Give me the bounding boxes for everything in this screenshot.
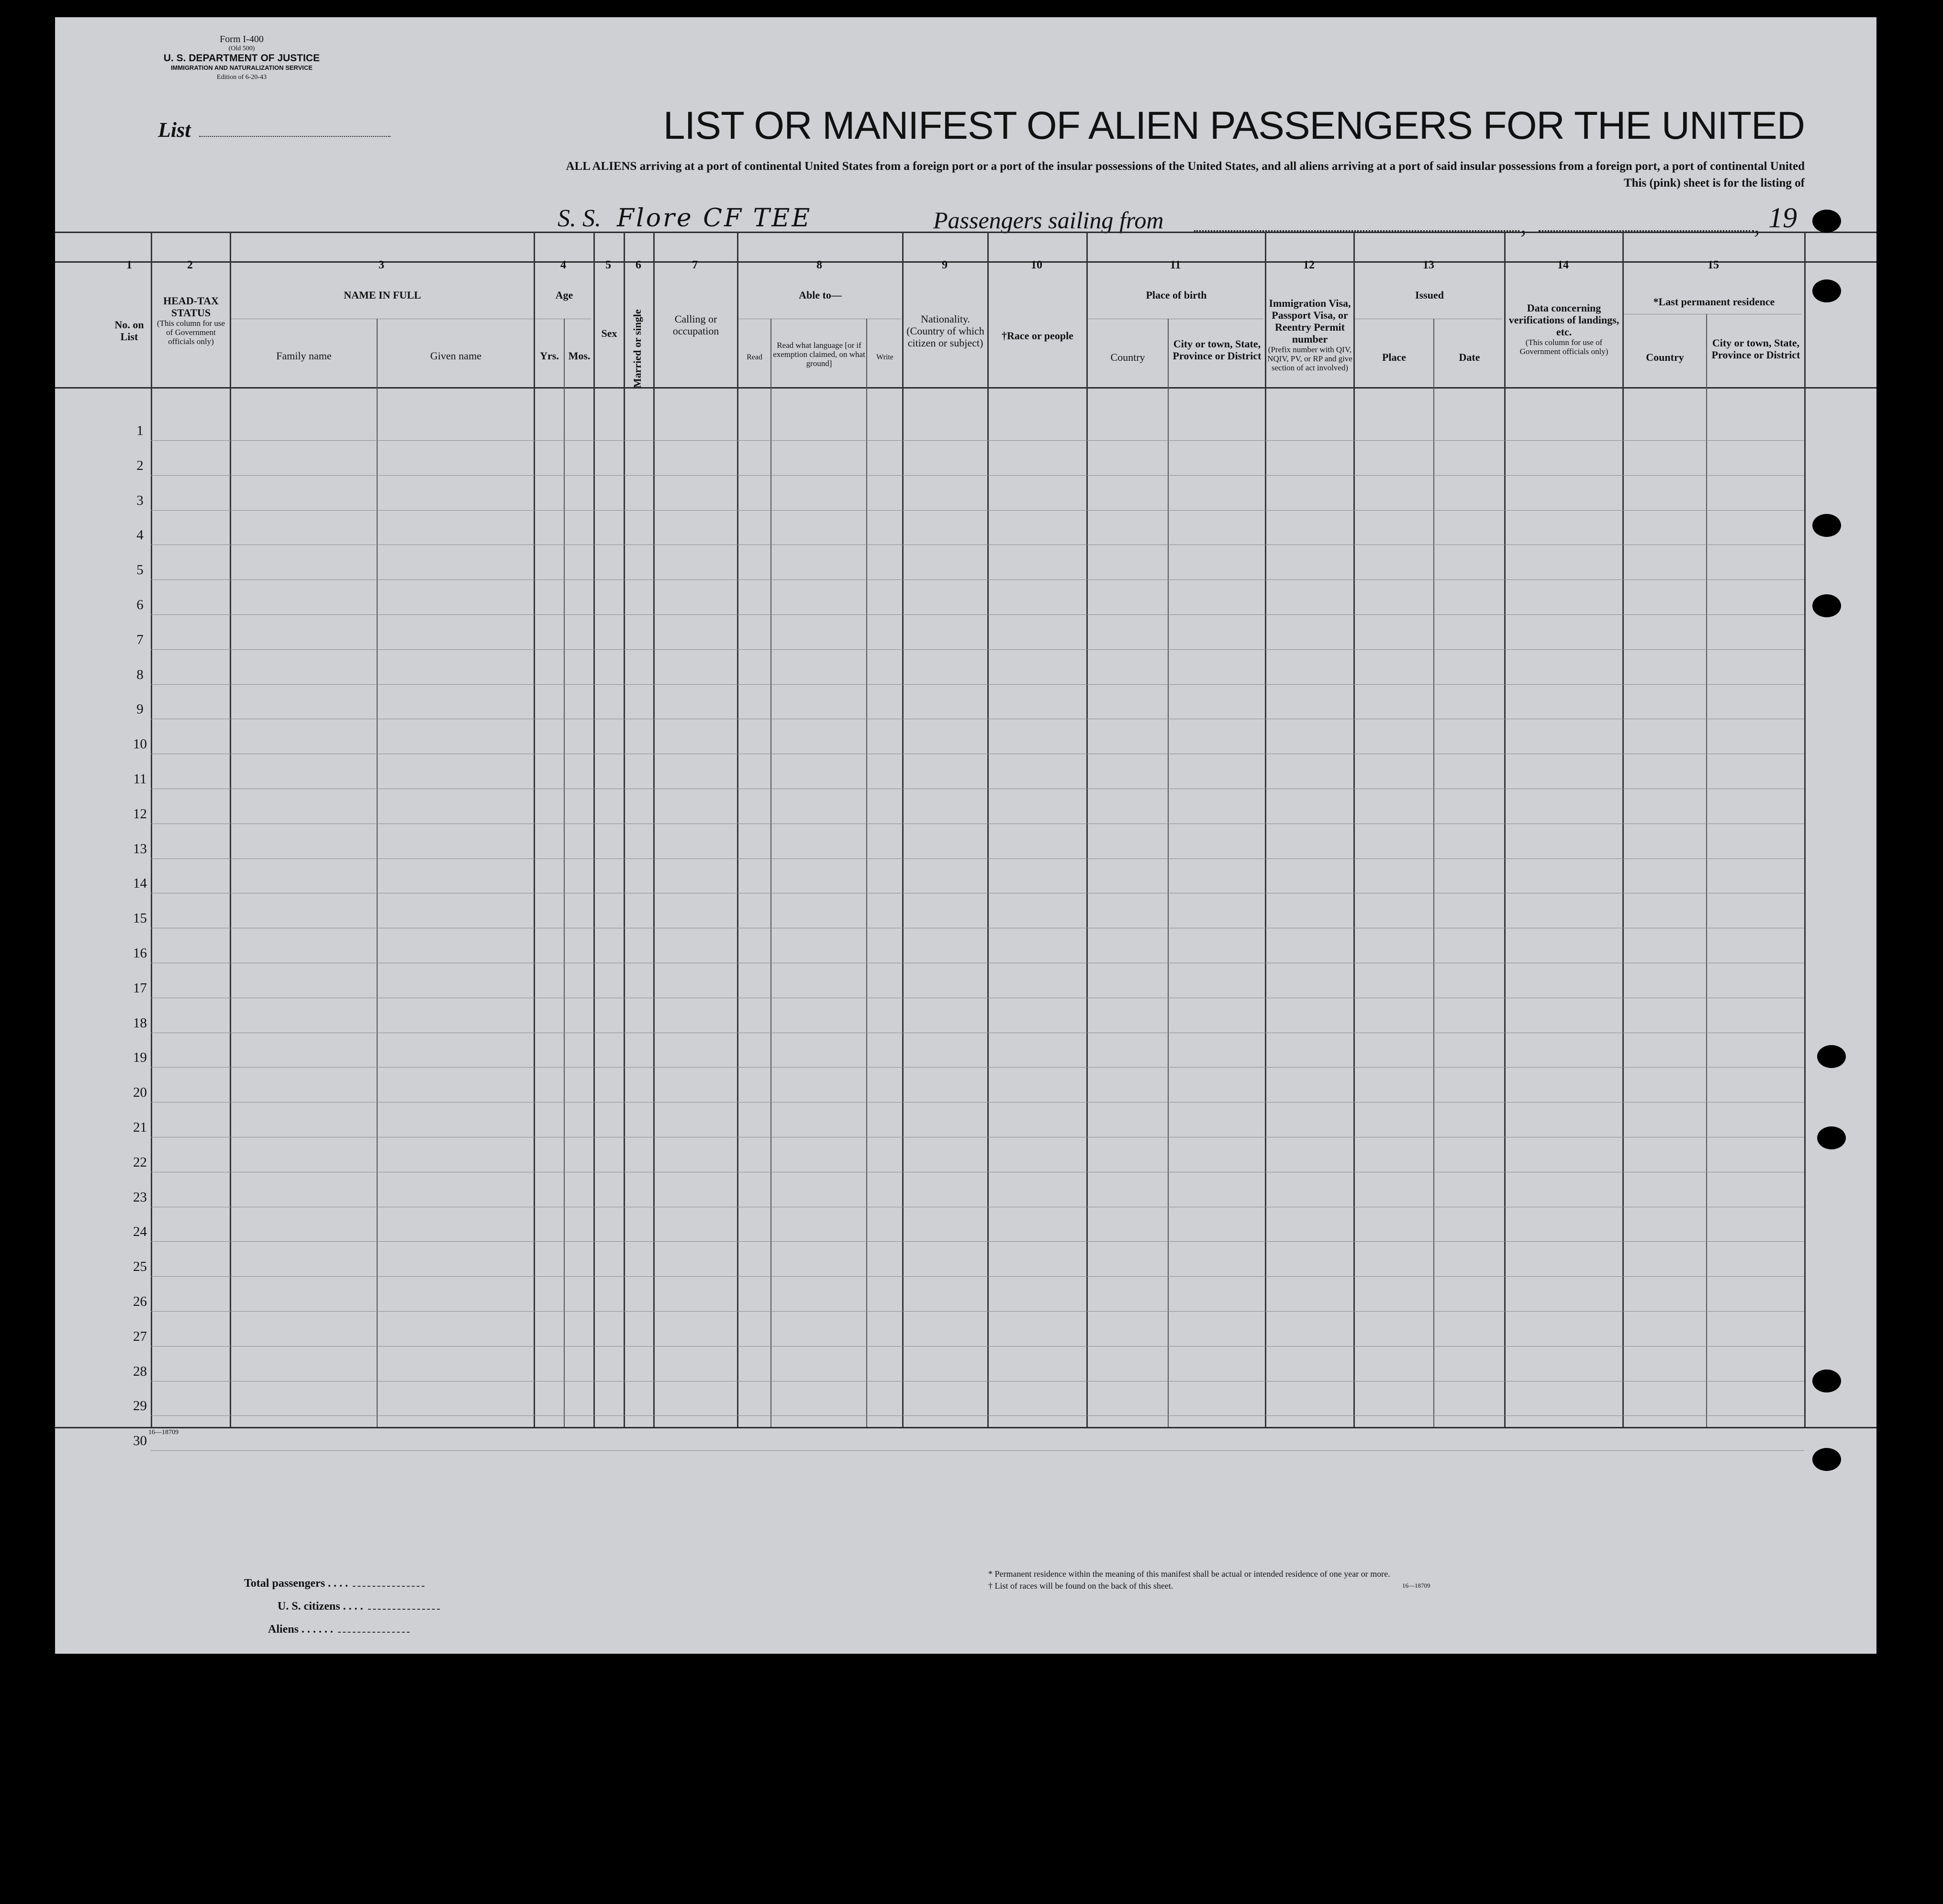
column-number: 13 [1423, 259, 1434, 271]
header-calling: Calling or occupation [672, 313, 719, 337]
ship-name-handwritten[interactable]: Flore CF TEE [617, 204, 812, 233]
header-age: Age [555, 289, 573, 301]
row-number: 9 [136, 701, 144, 717]
row-number: 2 [136, 458, 144, 473]
aliens-blank[interactable] [338, 1632, 410, 1633]
header-head-tax-note: (This column for use of Government officials only) [156, 319, 225, 346]
list-label: List [158, 118, 191, 142]
comma-separator: , [1754, 212, 1760, 238]
row-rule [151, 475, 1804, 476]
row-number: 16 [133, 946, 147, 961]
header-sex: Sex [601, 327, 617, 339]
col-divider [564, 319, 565, 1427]
print-code: 16—18709 [148, 1429, 179, 1436]
header-visa-note: (Prefix number with QIV, NQIV, PV, or RP and give section of act involved) [1267, 345, 1352, 372]
header-bottom-rule [55, 387, 1876, 389]
header-married-single: Married or single [631, 309, 643, 388]
header-nationality: Nationality. (Country of which citizen or subject) [906, 313, 984, 349]
col-divider [653, 232, 655, 1427]
form-edition: Edition of 6-20-43 [216, 74, 267, 81]
punch-hole-icon [1812, 1370, 1841, 1392]
subtitle-line-2: This (pink) sheet is for the listing of [1623, 177, 1805, 189]
row-number: 12 [133, 806, 147, 822]
service-name: IMMIGRATION AND NATURALIZATION SERVICE [170, 64, 313, 71]
column-number: 4 [560, 259, 566, 271]
row-rule [151, 440, 1804, 441]
header-no-on-list: No. on List [114, 319, 144, 343]
ship-prefix: S. S. [558, 205, 601, 232]
punch-hole-icon [1812, 514, 1841, 537]
row-number: 1 [136, 423, 144, 438]
col-divider [230, 232, 231, 1427]
col-divider [902, 232, 904, 1427]
header-given-name: Given name [430, 350, 481, 362]
header-issued-place: Place [1382, 351, 1407, 363]
col-divider [1168, 319, 1169, 1427]
header-visa-label: Immigration Visa, Passport Visa, or Reentry Permit number [1269, 297, 1351, 345]
page-title: LIST OR MANIFEST OF ALIEN PASSENGERS FOR THE UNITED [663, 104, 1805, 147]
row-number: 17 [133, 980, 147, 996]
row-rule [151, 858, 1804, 859]
header-data-concerning-label: Data concerning verifications of landings, etc. [1508, 302, 1619, 338]
row-rule [151, 1311, 1804, 1312]
row-number: 26 [133, 1294, 147, 1309]
column-number: 2 [187, 259, 193, 271]
row-number: 11 [133, 771, 147, 787]
column-number: 15 [1708, 259, 1719, 271]
header-last-residence: *Last permanent residence [1653, 296, 1775, 308]
col-divider [866, 319, 867, 1427]
row-number: 5 [136, 562, 144, 578]
header-pob-city: City or town, State, Province or District [1172, 338, 1262, 362]
column-number: 14 [1557, 259, 1569, 271]
year-prefix: 19 [1768, 202, 1797, 234]
col-divider [534, 232, 535, 1427]
header-write: Write [876, 353, 893, 361]
row-number: 27 [133, 1329, 147, 1344]
column-number: 1 [126, 259, 132, 271]
header-race: †Race or people [1002, 330, 1073, 342]
col-divider [377, 319, 378, 1427]
column-number: 10 [1031, 259, 1042, 271]
header-place-of-birth: Place of birth [1146, 289, 1207, 301]
header-data-concerning [1506, 302, 1622, 356]
form-identifier [127, 34, 357, 82]
aliens-label: Aliens . . . . . . [268, 1623, 334, 1636]
punch-hole-icon [1812, 279, 1841, 302]
punch-hole-icon [1812, 210, 1841, 233]
table-bottom-rule [55, 1427, 1876, 1428]
col-divider [1706, 314, 1707, 1427]
header-family-name: Family name [276, 350, 332, 362]
us-citizens-row [278, 1600, 440, 1613]
row-number: 15 [133, 911, 147, 926]
row-number: 3 [136, 493, 144, 508]
row-number: 14 [133, 876, 147, 891]
table-top-rule [55, 232, 1876, 233]
punch-hole-icon [1812, 1448, 1841, 1471]
header-able-to: Able to— [799, 289, 842, 301]
row-rule [151, 684, 1804, 685]
row-number: 6 [136, 597, 144, 612]
us-citizens-label: U. S. citizens . . . . [278, 1600, 363, 1613]
col-divider [624, 232, 625, 1427]
column-number: 11 [1170, 259, 1181, 271]
col-divider [770, 319, 771, 1427]
column-number: 5 [605, 259, 611, 271]
header-visa [1266, 297, 1353, 372]
col-divider [151, 232, 152, 1427]
col-divider [1086, 232, 1088, 1427]
header-read: Read [747, 353, 762, 361]
form-old-number: (Old 500) [228, 45, 255, 52]
column-number: 7 [692, 259, 698, 271]
row-number: 21 [133, 1120, 147, 1135]
header-mos: Mos. [568, 350, 591, 362]
header-data-concerning-note: (This column for use of Government officials only) [1519, 338, 1608, 356]
department-name: U. S. DEPARTMENT OF JUSTICE [163, 53, 320, 64]
row-rule [151, 649, 1804, 650]
column-number: 9 [942, 259, 948, 271]
row-number: 22 [133, 1155, 147, 1170]
col-divider [1804, 232, 1806, 1427]
row-number: 29 [133, 1398, 147, 1414]
header-yrs: Yrs. [540, 350, 559, 362]
comma-separator: , [1520, 212, 1527, 238]
column-number: 3 [379, 259, 384, 271]
header-issued: Issued [1415, 289, 1444, 301]
us-citizens-blank[interactable] [368, 1609, 440, 1610]
row-number: 13 [133, 841, 147, 857]
column-number: 8 [816, 259, 822, 271]
row-rule [151, 1346, 1804, 1347]
footnote-code: 16—18709 [1402, 1582, 1430, 1589]
total-passengers-row [244, 1577, 424, 1590]
col-divider [1504, 232, 1506, 1427]
punch-hole-icon [1817, 1126, 1846, 1149]
total-passengers-blank[interactable] [353, 1586, 424, 1587]
column-number: 6 [636, 259, 641, 271]
manifest-sheet [55, 17, 1876, 1654]
row-number: 8 [136, 667, 144, 682]
col-divider [1433, 319, 1434, 1427]
header-lr-city: City or town, State, Province or District [1711, 337, 1800, 361]
row-number: 7 [136, 632, 144, 647]
column-number: 12 [1303, 259, 1315, 271]
header-pob-country: Country [1110, 351, 1145, 363]
header-lr-country: Country [1646, 351, 1684, 363]
row-rule [151, 1067, 1804, 1068]
aliens-row [268, 1623, 410, 1636]
column-number-rule [55, 261, 1876, 263]
footnote-races: † List of races will be found on the back of this sheet. [988, 1581, 1173, 1591]
row-rule [151, 1450, 1804, 1451]
form-number: Form I-400 [220, 34, 264, 45]
punch-hole-icon [1817, 1045, 1846, 1068]
header-name-in-full: NAME IN FULL [344, 289, 421, 301]
punch-hole-icon [1812, 594, 1841, 617]
row-rule [151, 614, 1804, 615]
col-divider [987, 232, 989, 1427]
row-number: 25 [133, 1259, 147, 1274]
header-read-language [772, 341, 866, 368]
sailing-label: Passengers sailing from [933, 207, 1164, 234]
row-number: 30 [133, 1433, 147, 1448]
row-rule [151, 1276, 1804, 1277]
list-field [158, 118, 391, 142]
row-number: 18 [133, 1015, 147, 1031]
footnote-residence: * Permanent residence within the meaning of this manifest shall be actual or intended residence of one year or more. [988, 1569, 1390, 1579]
col-divider [737, 232, 738, 1427]
row-rule [151, 579, 1804, 580]
row-number: 24 [133, 1224, 147, 1239]
ship-field [558, 204, 812, 233]
row-number: 20 [133, 1085, 147, 1100]
header-head-tax [153, 295, 229, 346]
list-blank[interactable] [199, 122, 391, 137]
row-rule [151, 510, 1804, 511]
total-passengers-label: Total passengers . . . . [244, 1577, 348, 1590]
row-number: 4 [136, 527, 144, 543]
col-divider [593, 232, 595, 1427]
header-read-language-label: Read what language [or if exemption claimed, on what ground] [773, 341, 865, 368]
row-rule [151, 1241, 1804, 1242]
row-rule [151, 1415, 1804, 1416]
header-head-tax-label: HEAD-TAX STATUS [163, 295, 219, 319]
row-number: 10 [133, 736, 147, 752]
row-number: 23 [133, 1190, 147, 1205]
subtitle-line-1: ALL ALIENS arriving at a port of continental United States from a foreign port or a port of the insular possessions of the United States, and all aliens arriving at a port of said insular possessions from a foreign port, a port of continental United [566, 160, 1805, 173]
col-divider [1353, 232, 1355, 1427]
col-divider [1622, 232, 1624, 1427]
header-issued-date: Date [1459, 351, 1480, 363]
row-number: 19 [133, 1050, 147, 1065]
col-divider [1265, 232, 1266, 1427]
row-number: 28 [133, 1364, 147, 1379]
